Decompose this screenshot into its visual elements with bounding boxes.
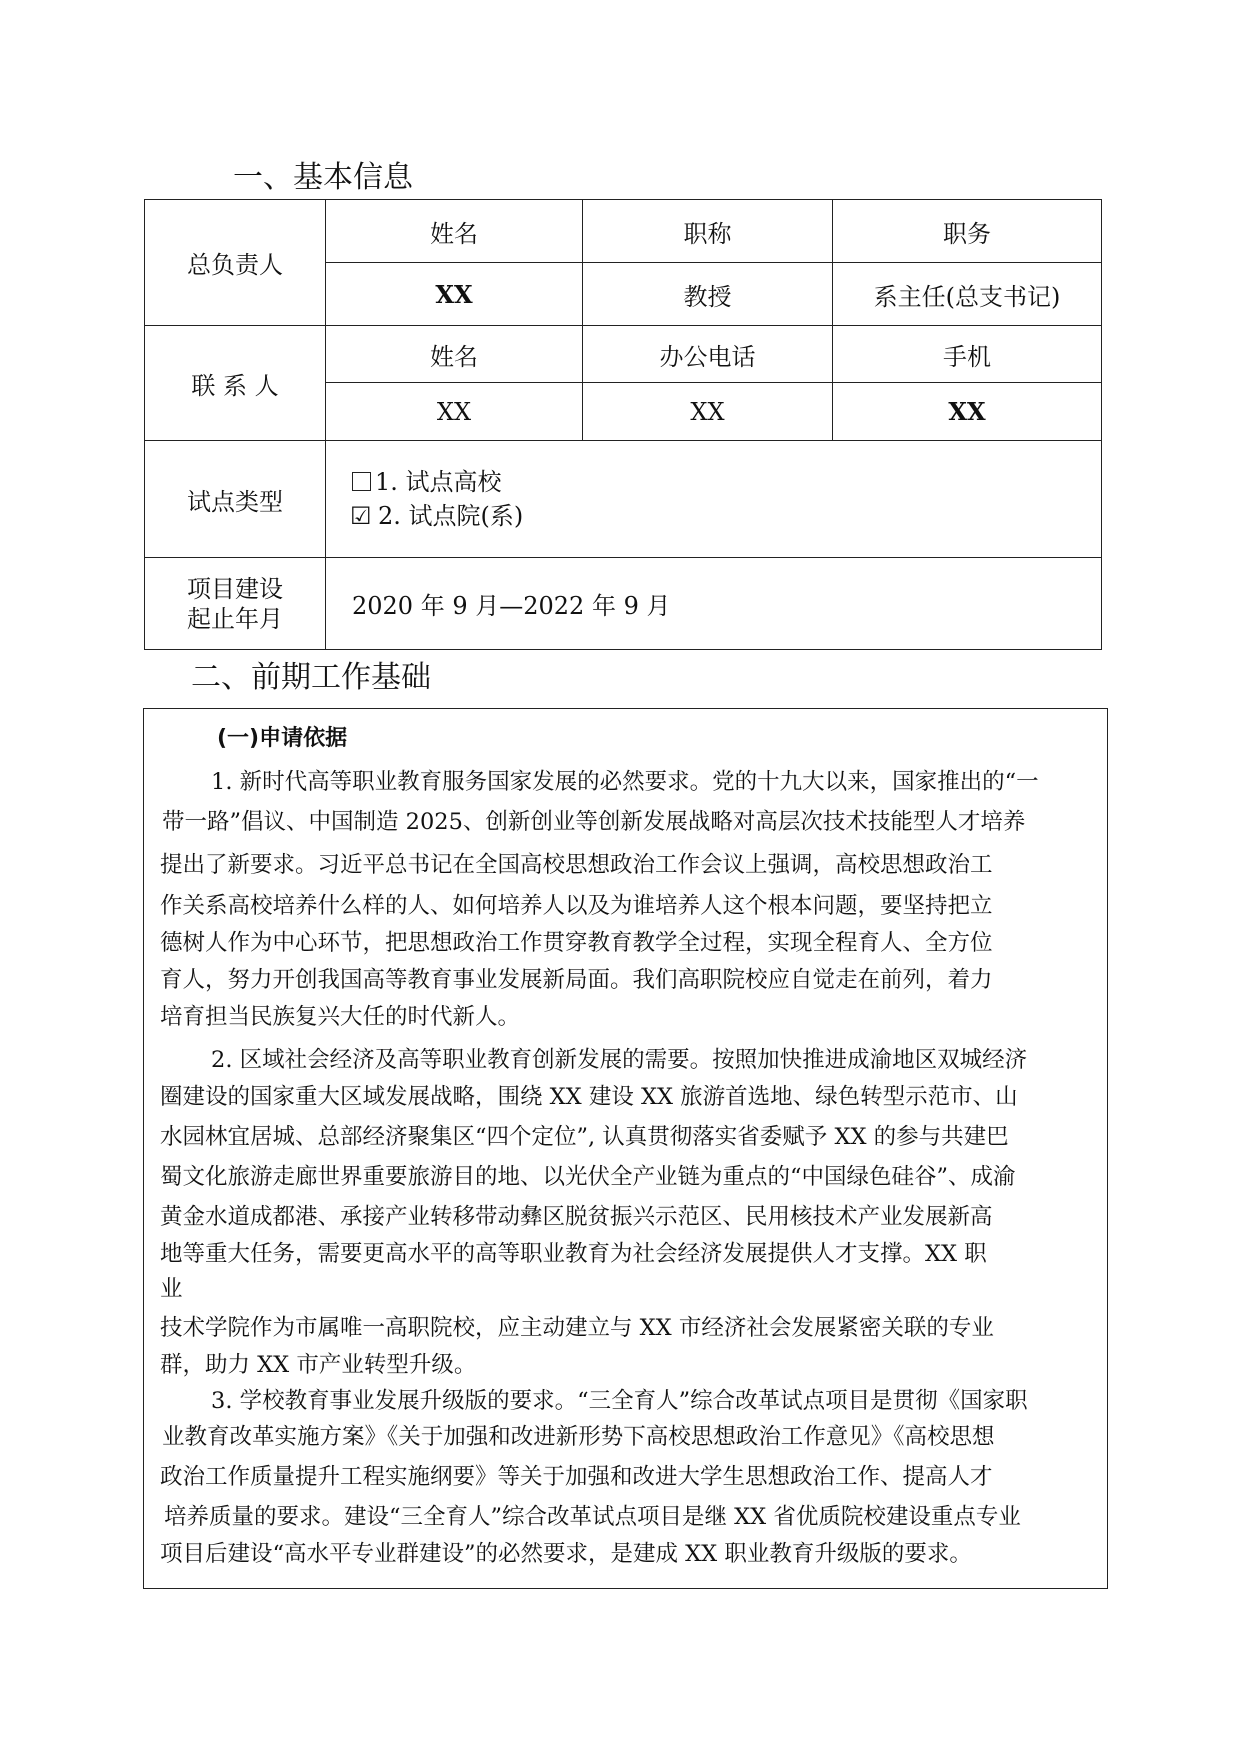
basis-line: 育人，努力开创我国高等教育事业发展新局面。我们高职院校应自觉走在前列，着力 [160, 967, 993, 993]
leader-label: 总负责人 [145, 200, 326, 326]
basis-line: 1. 新时代高等职业教育服务国家发展的必然要求。党的十九大以来，国家推出的“一 [211, 769, 1039, 795]
basis-line: 黄金水道成都港、承接产业转移带动彝区脱贫振兴示范区、民用核技术产业发展新高 [160, 1204, 993, 1230]
leader-title-value: 教授 [583, 263, 833, 326]
contact-mobile-header: 手机 [833, 326, 1102, 383]
contact-office-phone-header: 办公电话 [583, 326, 833, 383]
leader-header-row [145, 200, 1102, 263]
contact-mobile-value: XX [833, 383, 1102, 441]
leader-name-value: XX [326, 263, 583, 326]
basis-heading: (一)申请依据 [217, 726, 348, 751]
leader-name-header: 姓名 [326, 200, 583, 263]
basis-line: 培育担当民族复兴大任的时代新人。 [160, 1004, 521, 1030]
pilot-type-label: 试点类型 [145, 441, 326, 558]
checkbox-checked-icon[interactable]: ☑ [350, 502, 372, 530]
basis-line: 3. 学校教育事业发展升级版的要求。“三全育人”综合改革试点项目是贯彻《国家职 [211, 1388, 1028, 1414]
period-label-line2: 起止年月 [187, 604, 283, 633]
leader-title-header: 职称 [583, 200, 833, 263]
pilot-option-department[interactable] [352, 499, 1101, 533]
basis-line: 地等重大任务，需要更高水平的高等职业教育为社会经济发展提供人才支撑。XX 职 [160, 1241, 987, 1267]
period-label-line1: 项目建设 [187, 574, 283, 603]
basis-line: 技术学院作为市属唯一高职院校，应主动建立与 XX 市经济社会发展紧密关联的专业 [160, 1315, 994, 1341]
pilot-option-university[interactable] [352, 465, 1101, 499]
contact-name-value: XX [326, 383, 583, 441]
section-title-groundwork: 二、前期工作基础 [191, 660, 431, 695]
basis-line: 德树人作为中心环节，把思想政治工作贯穿教育教学全过程，实现全程育人、全方位 [160, 930, 993, 956]
basis-line: 蜀文化旅游走廊世界重要旅游目的地、以光伏全产业链为重点的“中国绿色硅谷”、成渝 [160, 1164, 1016, 1190]
contact-name-header: 姓名 [326, 326, 583, 383]
leader-position-value: 系主任(总支书记) [833, 263, 1102, 326]
basis-line: 2. 区域社会经济及高等职业教育创新发展的需要。按照加快推进成渝地区双城经济 [211, 1047, 1028, 1073]
basis-line: 政治工作质量提升工程实施纲要》等关于加强和改进大学生思想政治工作、提高人才 [160, 1464, 993, 1490]
period-row [145, 558, 1102, 650]
section-title-basic-info: 一、基本信息 [233, 160, 413, 195]
period-label [145, 558, 326, 650]
basis-line: 水园林宜居城、总部经济聚集区“四个定位”, 认真贯彻落实省委赋予 XX 的参与共建巴 [160, 1124, 1009, 1150]
basic-info-table [144, 199, 1102, 650]
checkbox-empty-icon[interactable] [352, 472, 371, 491]
basis-line: 作关系高校培养什么样的人、如何培养人以及为谁培养人这个根本问题，要坚持把立 [160, 893, 993, 919]
basis-panel [143, 708, 1108, 1589]
pilot-option-department-label: 2. 试点院(系) [378, 502, 524, 530]
basis-line: 提出了新要求。习近平总书记在全国高校思想政治工作会议上强调，高校思想政治工 [160, 852, 993, 878]
pilot-type-row [145, 441, 1102, 558]
period-value: 2020 年 9 月—2022 年 9 月 [326, 558, 1102, 650]
contact-label: 联 系 人 [145, 326, 326, 441]
contact-office-phone-value: XX [583, 383, 833, 441]
contact-header-row [145, 326, 1102, 383]
basis-line: 培养质量的要求。建设“三全育人”综合改革试点项目是继 XX 省优质院校建设重点专业 [164, 1504, 1021, 1530]
basis-line: 带一路”倡议、中国制造 2025、创新创业等创新发展战略对高层次技术技能型人才培养 [162, 809, 1026, 835]
basis-line: 业 [160, 1276, 183, 1302]
pilot-option-university-label: 1. 试点高校 [375, 468, 502, 496]
basis-line: 项目后建设“高水平专业群建设”的必然要求，是建成 XX 职业教育升级版的要求。 [160, 1541, 972, 1567]
leader-position-header: 职务 [833, 200, 1102, 263]
basis-line: 群，助力 XX 市产业转型升级。 [160, 1352, 477, 1378]
basis-line: 圈建设的国家重大区域发展战略，围绕 XX 建设 XX 旅游首选地、绿色转型示范市、山 [160, 1084, 1018, 1110]
basis-line: 业教育改革实施方案》《关于加强和改进新形势下高校思想政治工作意见》《高校思想 [162, 1424, 995, 1450]
pilot-type-options [326, 441, 1102, 558]
